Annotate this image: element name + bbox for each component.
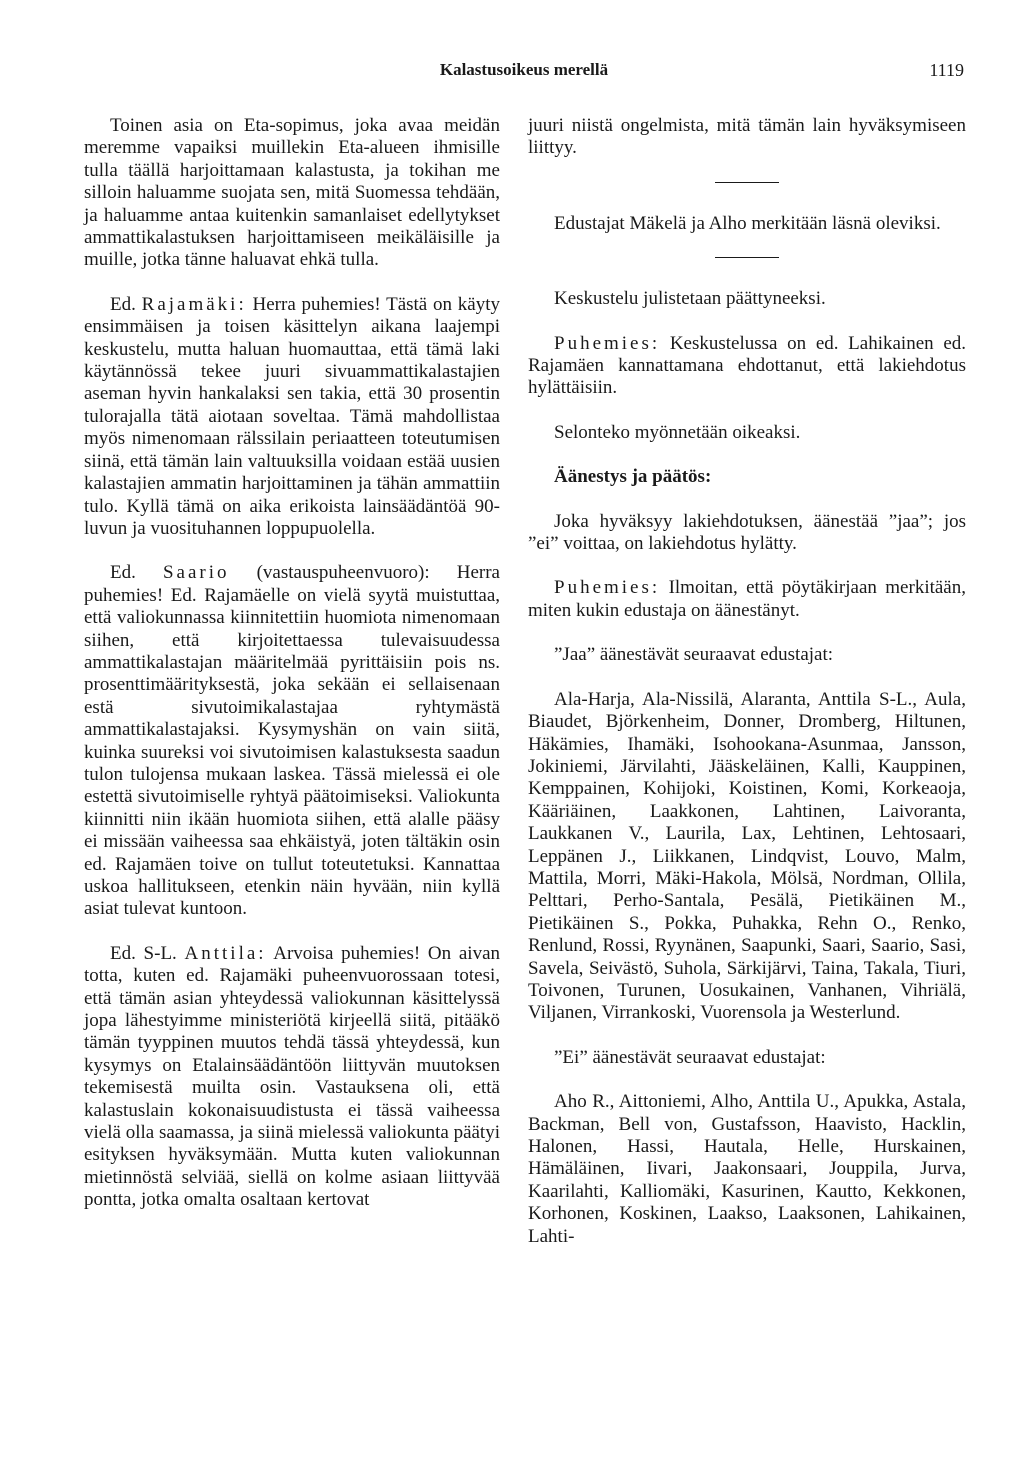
speech-text: Ilmoitan, että pöytäkirjaan merkitään, miten kukin edustaja on äänestänyt. <box>528 577 966 621</box>
vote-heading: Äänestys ja päätös: <box>554 466 712 488</box>
page-number: 1119 <box>929 60 964 80</box>
separator-rule <box>715 182 779 183</box>
speaker-prefix: Ed. <box>110 293 142 315</box>
speech-text: Herra puhemies! Tästä on käyty ensimmäisen ja toisen käsittelyn aikana laajempi keskustelu, mutta haluan huomauttaa, että tämä laki käytännössä tekee juuri sivuammattikalastajien aseman hyvin hankalaksi sen takia, että 30 prosentin tulorajalla tätä aiotaan soveltaa. Tämä mahdollistaa myös nimenomaan rälssilain periaatteen toteutumisen siinä, että tämän lain valtuuksilla voidaan estää uusien kalastajien ammatin harjoittaminen ja tähän ammattiin tulo. Kyllä tämä on aika erikoista lainsäädäntöä 90-luvun ja vuosituhannen loppupuolella. <box>84 293 501 539</box>
paragraph-continued: juuri niistä ongelmista, mitä tämän lain hyväksymiseen liittyy. <box>528 115 966 159</box>
separator-rule <box>715 257 779 258</box>
vote-instruction: Joka hyväksyy lakiehdotuksen, äänestää ”jaa”; jos ”ei” voittaa, on lakiehdotus hylätty. <box>528 510 966 555</box>
chair-statement <box>528 577 966 622</box>
running-title: Kalastusoikeus merellä <box>439 60 609 79</box>
left-column <box>84 115 500 1234</box>
speaker-prefix: Ed. <box>110 562 163 584</box>
attendance-note: Edustajat Mäkelä ja Alho merkitään läsnä oleviksi. <box>554 212 941 234</box>
speech-text: Arvoisa puhemies! On aivan totta, kuten ed. Rajamäki puheenvuorossaan totesi, että tämän asian yhteydessä valiokunnan käsittelyssä jopa lähestyimme ministeriötä kirjeellä siitä, pitääkö tämän tyyppinen muutos tehdä tässä yhteydessä, kun kysymys on Etalainsäädäntöön liittyvän muutoksen tekemisestä muilta osin. Vastauksena oli, että kalastuslain kokonaisuudistusta ei tässä vaiheessa vielä olla saamassa, ja siinä mielessä valiokunta päätyi esityksen hyväksymään. Mutta kuten valiokunnan mietinnöstä selviää, siellä on kolme asiaan liittyvää pontta, jotka omalta osaltaan kertovat <box>84 942 500 1211</box>
speech-anttila <box>84 943 500 1212</box>
speaker-prefix: Ed. S-L. <box>110 942 185 964</box>
right-column <box>528 115 966 1270</box>
speaker-name: Puhemies: <box>554 577 661 599</box>
page-header <box>84 60 964 88</box>
speech-saario <box>84 562 500 921</box>
discussion-closed: Keskustelu julistetaan päättyneeksi. <box>554 288 826 310</box>
yes-votes-heading: ”Jaa” äänestävät seuraavat edustajat: <box>554 644 834 666</box>
speaker-name: Anttila: <box>184 942 267 964</box>
speaker-name: Rajamäki: <box>141 293 247 315</box>
speaker-name: Saario <box>162 562 230 584</box>
speaker-name: Puhemies: <box>554 332 661 354</box>
no-votes-list: Aho R., Aittoniemi, Alho, Anttila U., Apukka, Astala, Backman, Bell von, Gustafsson, Haavisto, Hacklin, Halonen, Hassi, Hautala, Helle, Hurskainen, Hämäläinen, Iivari, Jaakonsaari, Jouppila, Jurva, Kaarilahti, Kalliomäki, Kasurinen, Kautto, Kekkonen, Korhonen, Koskinen, Laakso, Laaksonen, Lahikainen, Lahti- <box>528 1091 966 1247</box>
no-votes-heading: ”Ei” äänestävät seuraavat edustajat: <box>554 1046 826 1068</box>
speech-text: Keskustelussa on ed. Lahikainen ed. Rajamäen kannattamana ehdottanut, että lakiehdotus hylättäisiin. <box>528 332 966 399</box>
speech-text: (vastauspuheenvuoro): Herra puhemies! Ed. Rajamäelle on vielä syytä muistuttaa, että valiokunnassa kiinnitettiin huomiota nimenomaan siihen, että kirjoitettaessa tulevaisuudessa ammattikalastajan määritelmää pyrittäisiin pois ns. prosenttimäärityksestä, joka sekään ei sellaisenaan estä sivutoimikalastajaa ryhtymästä ammattikalastajaksi. Kysymyshän on vain siitä, kuinka suureksi voi sivutoimisen kalastuksesta saadun tulon tulojensa mukaan laskea. Tässä mielessä ei ole estettä sivutoimiselle ryhtyä päätoimiseksi. Valiokunta kiinnitti niin ikään huomiota siihen, että alalle pääsy ei missään vaiheessa saa ehkäistyä, joten tältäkin osin ed. Rajamäen toive on tullut toteutetuksi. Kannattaa uskoa hallitukseen, etenkin näin hyvään, niin kyllä asiat tulevat kuntoon. <box>84 562 500 920</box>
yes-votes-list: Ala-Harja, Ala-Nissilä, Alaranta, Anttila S-L., Aula, Biaudet, Björkenheim, Donner, Dromberg, Hiltunen, Häkämies, Ihamäki, Isohookana-Asunmaa, Jansson, Jokiniemi, Järvilahti, Jääskeläinen, Kalli, Kauppinen, Kemppainen, Kohijoki, Koistinen, Komi, Korkeaoja, Kääriäinen, Laakkonen, Lahtinen, Laivoranta, Laukkanen V., Laurila, Lax, Lehtinen, Lehtosaari, Leppänen J., Liikkanen, Lindqvist, Louvo, Malm, Mattila, Morri, Mäki-Hakola, Mölsä, Nordman, Ollila, Pelttari, Perho-Santala, Pesälä, Pietikäinen M., Pietikäinen S., Pokka, Puhakka, Rehn O., Renko, Renlund, Rossi, Ryynänen, Saapunki, Saari, Saario, Sasi, Savela, Seivästö, Suhola, Särkijärvi, Taina, Takala, Tiuri, Toivonen, Turunen, Uosukainen, Vanhanen, Vihriälä, Viljanen, Virrankoski, Vuorensola ja Westerlund. <box>528 688 966 1024</box>
report-approved: Selonteko myönnetään oikeaksi. <box>554 421 801 443</box>
chair-statement <box>528 333 966 400</box>
speech-rajamaki <box>84 294 500 540</box>
paragraph-eta: Toinen asia on Eta-sopimus, joka avaa meidän meremme vapaiksi muillekin Eta-alueen ihmisille tulla täällä harjoittamaan kalastusta, ja tokihan me silloin haluamme suojata sen, mitä Suomessa tehdään, ja haluamme antaa kuitenkin samanlaiset edellytykset ammattikalastuksen harjoittamiseen meikäläisille ja muille, jotka tänne haluavat ehkä tulla. <box>84 115 500 271</box>
